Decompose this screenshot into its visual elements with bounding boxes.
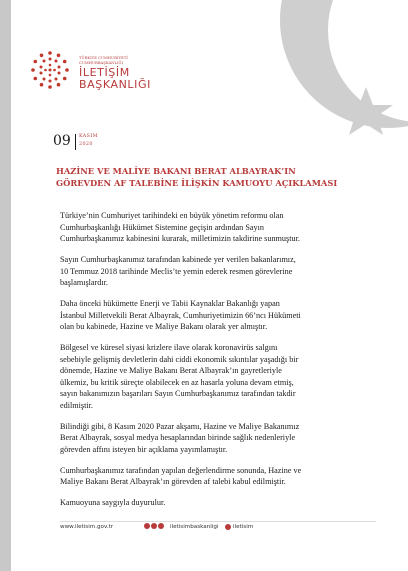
footer — [60, 524, 380, 534]
body-paragraph-3 — [60, 298, 380, 333]
social-icon-1[interactable] — [144, 523, 150, 529]
body-line: olan bu kabinede, Hazine ve Maliye Bakanı olarak yer almıştır. — [60, 322, 268, 331]
body-paragraph-5 — [60, 421, 380, 456]
body-line: Daha önceki hükümette Enerji ve Tabii Kaynaklar Bakanlığı yapan — [60, 299, 280, 308]
date-year: 2020 — [79, 142, 93, 147]
org-line-1: TÜRKİYE CUMHURİYETİ — [79, 56, 128, 60]
body-line: sayın bakanımızın başarıları Sayın Cumhurbaşkanımız tarafından takdir — [60, 389, 296, 398]
crescent-star-icon — [248, 0, 408, 150]
body-line: dönemde, Hazine ve Maliye Bakanı Berat Albayrak’ın gayretleriyle — [60, 366, 282, 375]
body-line: edilmiştir. — [60, 400, 93, 410]
body-paragraph-6 — [60, 465, 380, 488]
body-line: Cumhurbaşkanımız kabinesini kurarak, milletimizin takdirine sunmuştur. — [60, 234, 300, 243]
body-line: Maliye Bakanı Berat Albayrak’ın görevden af talebi kabul edilmiştir. — [60, 477, 286, 486]
social-handle-main[interactable]: iletisimbaskanligi — [170, 524, 219, 530]
body-line: İstanbul Milletvekili Berat Albayrak, Cumhuriyetimizin 66’ncı Hükümeti — [60, 310, 301, 320]
left-side-rule — [0, 0, 11, 571]
body-line: Cumhurbaşkanımız tarafından yapılan değerlendirme sonunda, Hazine ve — [60, 465, 302, 475]
body-line: 10 Temmuz 2018 tarihinde Meclis’te yemin ederek resmen görevlerine — [60, 266, 293, 276]
body-line: Cumhurbaşkanlığı Hükümet Sistemine geçişin ardından Sayın — [60, 222, 264, 232]
body-line: Berat Albayrak, sosyal medya hesaplarından birinde sağlık nedenleriyle — [60, 433, 296, 442]
website-link[interactable]: www.iletisim.gov.tr — [60, 524, 114, 530]
body-paragraph-7 — [60, 497, 380, 509]
social-icon-3[interactable] — [158, 523, 164, 529]
date-separator — [75, 134, 76, 150]
body-paragraph-1 — [60, 210, 380, 245]
social-icon[interactable] — [225, 524, 231, 530]
body-line: Kamuoyuna saygıyla duyurulur. — [60, 498, 166, 507]
org-line-2: CUMHURBAŞKANLIĞI — [79, 61, 123, 65]
org-logo — [30, 50, 170, 110]
body-line: başlamışlardır. — [60, 278, 108, 287]
title-line-1: HAZİNE VE MALİYE BAKANI BERAT ALBAYRAK’IN — [56, 166, 296, 176]
document-body — [60, 210, 380, 518]
body-line: Bölgesel ve küresel siyasi krizlere ilave olarak koronavirüs salgını — [60, 343, 278, 352]
date-day: 09 — [53, 133, 71, 149]
body-paragraph-4 — [60, 342, 380, 411]
footer-divider — [60, 521, 376, 522]
body-line: Bilindiği gibi, 8 Kasım 2020 Pazar akşamı, Hazine ve Maliye Bakanımız — [60, 421, 300, 431]
body-line: sebebiyle gelişmiş devletlerin dahi ciddi ekonomik sıkıntılar yaşadığı bir — [60, 354, 299, 364]
body-line: Sayın Cumhurbaşkanımız tarafından kabinede yer verilen bakanlarımız, — [60, 255, 296, 264]
date-month: KASIM — [79, 134, 98, 139]
social-icon-2[interactable] — [151, 523, 157, 529]
body-line: Türkiye’nin Cumhuriyet tarihindeki en büyük yönetim reformu olan — [60, 211, 284, 220]
social-handle-secondary[interactable]: iletisim — [233, 524, 254, 530]
body-line: ülkemiz, bu kritik süreçte olabilecek en az hasarla yoluna devam etmiş, — [60, 377, 294, 387]
org-line-4: BAŞKANLIĞI — [79, 78, 151, 91]
body-paragraph-2 — [60, 254, 380, 289]
social-media-icons — [144, 523, 165, 531]
org-line-3: İLETİŞİM — [79, 66, 130, 79]
emblem-icon — [30, 50, 70, 90]
document-title — [56, 165, 376, 189]
title-line-2: GÖREVDEN AF TALEBİNE İLİŞKİN KAMUOYU AÇIKLAMASI — [56, 178, 338, 188]
body-line: görevden affını isteyen bir açıklama yayımlamıştır. — [60, 444, 228, 454]
